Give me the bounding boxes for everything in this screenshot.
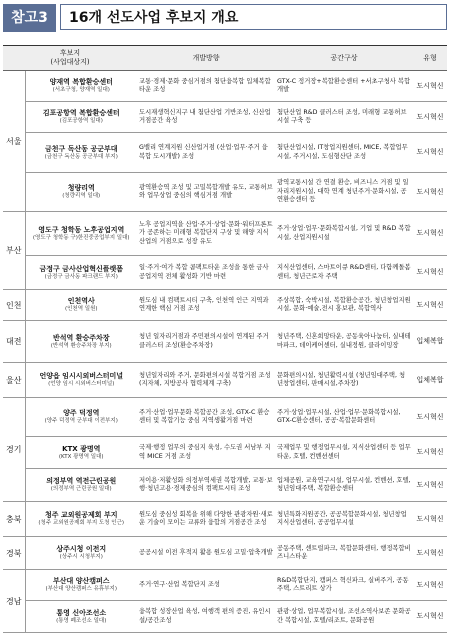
table-row xyxy=(3,398,447,437)
site-cell xyxy=(25,290,137,321)
region-cell: 대전 xyxy=(3,321,25,363)
site-cell xyxy=(25,321,137,363)
space-cell: 청년특화지원공간, 공공복합문화시설, 청년창업 지식산업센터, 공공업무시설 xyxy=(275,502,413,537)
space-cell: 첨단산업 R&D 클러스터 조성, 미래형 교통허브시설 구축 등 xyxy=(275,102,413,133)
site-name: 청주 교외원공제회 부지 xyxy=(45,511,118,519)
header-type: 유형 xyxy=(413,46,447,71)
table-body xyxy=(3,71,447,633)
site-name: 반석역 환승주차장 xyxy=(52,333,110,342)
space-cell: 주거·상업·업무·문화복합시설, 기업 및 R&D 복합시설, 산업지원시설 xyxy=(275,212,413,256)
space-cell: 주상복합, 숙박시설, 복합환승공간, 청년창업지원시설, 문화·예술,전시 홍보관, 복합역사 xyxy=(275,290,413,321)
site-sub: (김포공항역 일대) xyxy=(59,118,103,124)
site-cell xyxy=(25,469,137,502)
site-cell xyxy=(25,537,137,570)
table-row xyxy=(3,502,447,537)
site-cell xyxy=(25,133,137,173)
space-cell: 첨단산업시설, IT창업지원센터, MICE, 복합업무시설, 주거시설, 도심형산단 조성 xyxy=(275,133,413,173)
site-cell xyxy=(25,570,137,601)
region-cell: 경기 xyxy=(3,398,25,502)
site-sub: (양주 덕정역 군부대 이전부지) xyxy=(44,418,118,424)
direction-cell: 국제·행정 업무의 중심지 육성, 수도권 서남부 지역 MICE 거점 조성 xyxy=(137,437,275,469)
space-cell: 주거·상업·업무시설, 산업·업무·문화복합시설, GTX-C환승센터, 공공·복합문화센터 xyxy=(275,398,413,437)
site-sub: (청주 교외원공제회 부지 도청 인근) xyxy=(38,520,125,526)
site-sub: (금천구 독산동 공군부대 부지) xyxy=(44,153,118,160)
region-cell: 서울 xyxy=(3,71,25,212)
table-row xyxy=(3,212,447,256)
space-cell: 청년주택, 신혼희망타운, 공동육아나눔터, 실내테마파크, 데이케어센터, 실내정원, 클라이밍장 xyxy=(275,321,413,363)
type-cell: 도시혁신 xyxy=(413,133,447,173)
site-cell xyxy=(25,212,137,256)
table-row xyxy=(3,102,447,133)
site-name: 양주 덕정역 xyxy=(63,409,100,417)
type-cell: 도시혁신 xyxy=(413,537,447,570)
space-cell: GTX-C 정거장+복합환승센터 +서초구청사 복합개발 xyxy=(275,71,413,102)
table-row xyxy=(3,601,447,633)
table-row xyxy=(3,469,447,502)
type-cell: 도시혁신 xyxy=(413,173,447,212)
type-cell: 도시혁신 xyxy=(413,437,447,469)
site-name: 의정부역 역전근린공원 xyxy=(46,477,117,485)
header-space: 공간구상 xyxy=(275,46,413,71)
site-name: 금정구 금사산업혁신플랫폼 xyxy=(39,264,124,273)
site-sub: (통영 폐조선소 일대) xyxy=(56,617,107,624)
direction-cell: G밸리 연계지원 신산업거점 (산업·업무·주거 융복합 도시개발) 조성 xyxy=(137,133,275,173)
page-header xyxy=(3,4,447,32)
site-name: 영도구 청학동 노후공업지역 xyxy=(38,225,125,234)
page-title: 16개 선도사업 후보지 개요 xyxy=(60,4,447,30)
header-site: 후보지 (사업대상지) xyxy=(3,46,137,71)
site-sub: (청량리역 일대) xyxy=(62,193,101,199)
region-cell: 경북 xyxy=(3,537,25,570)
table-row xyxy=(3,290,447,321)
site-cell xyxy=(25,398,137,437)
type-cell: 도시혁신 xyxy=(413,212,447,256)
site-name: 인천역사 xyxy=(67,297,95,305)
space-cell: 관광·상업, 업무복합시설, 조선소역사보존 문화공간 복합시설, 호텔/리조트, 문화공원 xyxy=(275,601,413,633)
site-name: 상주시청 이전지 xyxy=(56,545,107,553)
direction-cell: 청년일자리와 주거, 문화편의시설 복합거점 조성 (지자체, 지방공사 협력체계 구축) xyxy=(137,363,275,398)
site-sub: (인천역 일원) xyxy=(64,306,98,312)
site-sub: (영도구 청학동 구)한진중공업부지 일대) xyxy=(32,234,130,241)
site-sub: (상주시 시청부지) xyxy=(59,554,103,560)
site-name: KTX 광명역 xyxy=(62,444,101,453)
site-cell xyxy=(25,502,137,537)
direction-cell: 광역환승역 조성 및 고밀복합개발 유도, 교통허브와 업무상업 중심의 핵심거점 개발 xyxy=(137,173,275,212)
direction-cell: 저이용·저활성화 의정부역세권 복합개발, 교통·보행·청년고용·경제중심의 컴팩트시티 조성 xyxy=(137,469,275,502)
space-cell: 입체공원, 교육연구시설, 업무시설, 컨벤션, 호텔, 청년임대주택, 복합환승센터 xyxy=(275,469,413,502)
site-sub: (서초구청, 양재역 일대) xyxy=(52,87,110,93)
type-cell: 도시혁신 xyxy=(413,256,447,290)
region-cell: 인천 xyxy=(3,290,25,321)
type-cell: 도시혁신 xyxy=(413,570,447,601)
site-cell xyxy=(25,71,137,102)
type-cell: 입체복합 xyxy=(413,363,447,398)
region-cell: 울산 xyxy=(3,363,25,398)
direction-cell: 청년 일자리거점과 주민편의시설이 연계된 주거클러스터 조성(환승주차장) xyxy=(137,321,275,363)
site-cell xyxy=(25,601,137,633)
site-cell xyxy=(25,363,137,398)
site-name: 양재역 복합환승센터 xyxy=(49,78,113,86)
table-row xyxy=(3,173,447,212)
site-name: 언양읍 임시시외버스터미널 xyxy=(39,372,124,380)
site-name: 청량리역 xyxy=(67,184,95,192)
direction-cell: 노후 공업지역을 산업·주거·상업·문화·워터프론트가 공존하는 미래형 복합단지 구상 및 해양 지식산업의 거점으로 성장 유도 xyxy=(137,212,275,256)
direction-cell: 원도심 내 컴팩트시티 구축, 인천역 인근 지역과 연계한 핵심 거점 조성 xyxy=(137,290,275,321)
site-cell xyxy=(25,173,137,212)
space-cell: 공동주택, 센트럴파크, 복합문화센터, 행정복합비즈니스타운 xyxy=(275,537,413,570)
direction-cell: 일·주거·여가 복합 콤팩트타운 조성을 통한 금사공업지역 전체 활성화 기반 마련 xyxy=(137,256,275,290)
site-cell xyxy=(25,256,137,290)
space-cell: 국제업무 및 행정업무시설, 지식산업센터 등 업무타운, 호텔, 컨벤션센터 xyxy=(275,437,413,469)
site-name: 부산대 양산캠퍼스 xyxy=(52,577,110,585)
table-row xyxy=(3,133,447,173)
type-cell: 도시혁신 xyxy=(413,469,447,502)
site-sub: (KTX 광명역 일대) xyxy=(58,453,104,460)
direction-cell: 주거·산업·업무문화 복합공간 조성, GTX-C 환승센터 및 복합기능 중심 지역생활거점 마련 xyxy=(137,398,275,437)
candidate-table xyxy=(3,45,447,633)
type-cell: 도시혁신 xyxy=(413,398,447,437)
site-sub: (부산대 양산캠퍼스 유휴부지) xyxy=(45,586,118,592)
direction-cell: 융복합 성장산업 육성, 여행객 편의 증진, 유인시설/공간조성 xyxy=(137,601,275,633)
table-row xyxy=(3,363,447,398)
type-cell: 도시혁신 xyxy=(413,71,447,102)
type-cell: 도시혁신 xyxy=(413,102,447,133)
table-row xyxy=(3,537,447,570)
site-name: 금천구 독산동 공군부대 xyxy=(45,144,118,153)
direction-cell: 공공시설 이전 후적지 활용 원도심 고밀·압축개발 xyxy=(137,537,275,570)
direction-cell: 주거·연구·산업 복합단지 조성 xyxy=(137,570,275,601)
table-header-row xyxy=(3,46,447,71)
table-row xyxy=(3,256,447,290)
table-row xyxy=(3,321,447,363)
site-name: 통영 신아조선소 xyxy=(56,608,107,617)
region-cell: 부산 xyxy=(3,212,25,290)
direction-cell: 교통·경제·문화 중심거점의 첨단융복합 입체복합타운 조성 xyxy=(137,71,275,102)
type-cell: 도시혁신 xyxy=(413,290,447,321)
space-cell: R&D복합단지, 캠퍼스 혁신파크, 실버주거, 공동주택, 스트리트 상가 xyxy=(275,570,413,601)
site-cell xyxy=(25,437,137,469)
site-sub: (반석역 환승주차장 부지) xyxy=(50,342,112,349)
region-cell: 충북 xyxy=(3,502,25,537)
direction-cell: 도시재생혁신지구 내 첨단산업 기반조성, 신산업 거점공간 육성 xyxy=(137,102,275,133)
type-cell: 입체복합 xyxy=(413,321,447,363)
direction-cell: 원도심 중심성 회복을 위해 다양한 관광자원·새로운 기술이 모이는 교류와 융합의 거점공간 조성 xyxy=(137,502,275,537)
reference-tag: 참고3 xyxy=(3,4,56,32)
type-cell: 도시혁신 xyxy=(413,502,447,537)
type-cell: 도시혁신 xyxy=(413,601,447,633)
site-sub: (의정부역 근린공원 일대) xyxy=(50,486,112,492)
site-sub: (언양 임시 시외버스터미널) xyxy=(48,381,115,387)
table-row xyxy=(3,437,447,469)
space-cell: 광역교통시설 간 연결 환승, 비즈니스 거점 및 일자리지원시설, 대학 연계 청년주거·문화시설, 공연환승센터 등 xyxy=(275,173,413,212)
site-sub: (금정구 금사동 파크랜드 부지) xyxy=(44,273,118,280)
table-row xyxy=(3,570,447,601)
space-cell: 문화편의시설, 청년활력시설 (청년임대주택, 청년창업센터, 판매시설,주차장) xyxy=(275,363,413,398)
site-cell xyxy=(25,102,137,133)
header-direction: 개발방향 xyxy=(137,46,275,71)
region-cell: 경남 xyxy=(3,570,25,633)
table-row xyxy=(3,71,447,102)
site-name: 김포공항역 복합환승센터 xyxy=(42,109,120,117)
space-cell: 지식산업센터, 스마트이큐 R&D센터, 다함께돌봄센터, 청년근로자 주택 xyxy=(275,256,413,290)
